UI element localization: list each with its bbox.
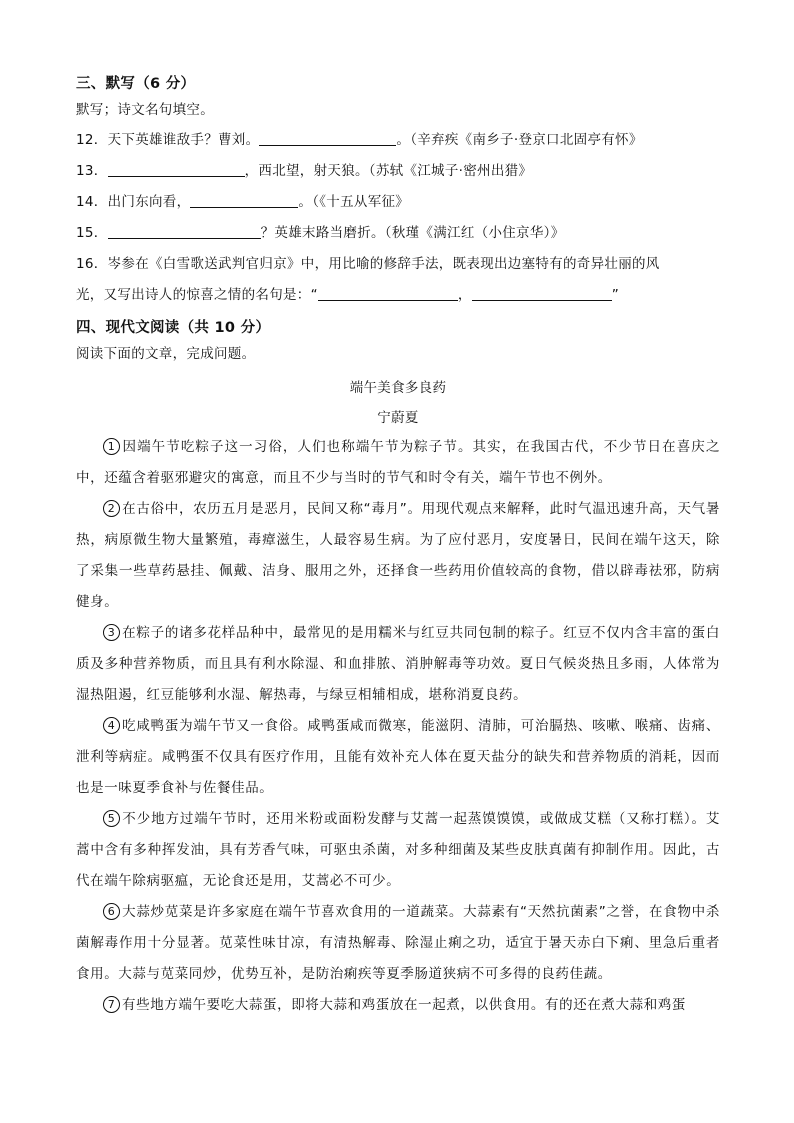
question-16 <box>76 254 720 285</box>
question-text: 光，又写出诗人的惊喜之情的名句是：“ <box>76 287 318 303</box>
section-3-heading: 三、默写（6 分） <box>76 76 196 92</box>
question-text: ， <box>457 287 472 303</box>
answer-blank[interactable] <box>108 162 245 177</box>
article-paragraph <box>76 804 720 897</box>
question-number: 12． <box>76 132 108 148</box>
article-author: 宁蔚夏 <box>377 410 419 426</box>
section-4-heading: 四、现代文阅读（共 10 分） <box>76 320 271 336</box>
paragraph-text: 有些地方端午要吃大蒜蛋，即将大蒜和鸡蛋放在一起煮，以供食用。有的还在煮大蒜和鸡蛋 <box>122 997 686 1013</box>
article-paragraph <box>76 494 720 618</box>
answer-blank[interactable] <box>190 193 298 208</box>
paragraph-marker: 1 <box>103 438 120 455</box>
answer-blank[interactable] <box>108 224 261 239</box>
question-source: 。（《十五从军征》 <box>298 194 410 210</box>
question-text: ，西北望，射天狼。（苏轼《江城子·密州出猎》 <box>244 163 533 179</box>
question-number: 16． <box>76 256 108 272</box>
question-12 <box>76 130 720 161</box>
question-text: 岑参在《白雪歌送武判官归京》中，用比喻的修辞手法，既表现出边塞特有的奇异壮丽的风 <box>107 256 660 272</box>
paragraph-marker: 6 <box>103 903 120 920</box>
article-body <box>76 432 720 1021</box>
section-4-instruction: 阅读下面的文章，完成问题。 <box>76 346 256 362</box>
question-number: 13． <box>76 163 108 179</box>
exam-page <box>76 74 720 1021</box>
question-text: 出门东向看， <box>107 194 191 210</box>
question-text: ” <box>611 287 620 303</box>
question-13 <box>76 161 720 192</box>
paragraph-text: 不少地方过端午节时，还用米粉或面粉发酵与艾蒿一起蒸馍馍馍，或做成艾糕（又称打糕）。艾蒿中含有多种挥发油，具有芳香气味，可驱虫杀菌，对多种细菌及某些皮肤真菌有抑制作用。因此，古代在端午除病驱瘟，无论食还是用，艾蒿必不可少。 <box>76 811 720 889</box>
paragraph-marker: 3 <box>103 624 120 641</box>
answer-blank[interactable] <box>259 131 396 146</box>
paragraph-marker: 7 <box>103 996 120 1013</box>
paragraph-text: 因端午节吃粽子这一习俗，人们也称端午节为粽子节。其实，在我国古代，不少节日在喜庆之中，还蕴含着驱邪避灾的寓意，而且不少与当时的节气和时令有关，端午节也不例外。 <box>76 439 720 486</box>
article-paragraph <box>76 711 720 804</box>
article-paragraph <box>76 897 720 990</box>
article-title: 端午美食多良药 <box>349 380 447 396</box>
question-number: 15． <box>76 225 108 241</box>
paragraph-text: 大蒜炒苋菜是许多家庭在端午节喜欢食用的一道蔬菜。大蒜素有“天然抗菌素”之誉，在食物中杀菌解毒作用十分显著。苋菜性味甘凉，有清热解毒、除湿止痢之功，适宜于暑天赤白下痢、里急后重者食用。大蒜与苋菜同炒，优势互补，是防治痢疾等夏季肠道狭病不可多得的良药佳蔬。 <box>76 904 720 982</box>
paragraph-marker: 2 <box>103 500 120 517</box>
question-number: 14． <box>76 194 108 210</box>
question-14 <box>76 192 720 223</box>
answer-blank[interactable] <box>472 286 612 301</box>
article-paragraph <box>76 618 720 711</box>
paragraph-text: 在古俗中，农历五月是恶月，民间又称“毒月”。用现代观点来解释，此时气温迅速升高，天气暑热，病原微生物大量繁殖，毒瘴滋生，人最容易生病。为了应付恶月，安度暑日，民间在端午这天，除了采集一些草药悬挂、佩戴、洁身、服用之外，还择食一些药用价值较高的食物，借以辟毒祛邪，防病健身。 <box>76 501 720 610</box>
paragraph-marker: 5 <box>103 810 120 827</box>
paragraph-marker: 4 <box>103 717 120 734</box>
question-16-line-2 <box>76 285 720 316</box>
paragraph-text: 在粽子的诸多花样品种中，最常见的是用糯米与红豆共同包制的粽子。红豆不仅内含丰富的蛋白质及多种营养物质，而且具有利水除湿、和血排脓、消肿解毒等功效。夏日气候炎热且多雨，人体常为湿热阻遏，红豆能够利水湿、解热毒，与绿豆相辅相成，堪称消夏良药。 <box>76 625 720 703</box>
question-source: 。（辛弃疾《南乡子·登京口北固亭有怀》 <box>396 132 643 148</box>
question-15 <box>76 223 720 254</box>
article-paragraph <box>76 432 720 494</box>
question-text: 天下英雄谁敌手？曹刘。 <box>107 132 260 148</box>
paragraph-text: 吃咸鸭蛋为端午节又一食俗。咸鸭蛋咸而微寒，能滋阴、清肺，可治膈热、咳嗽、喉痛、齿痛、泄利等病症。咸鸭蛋不仅具有医疗作用，且能有效补充人体在夏天盐分的缺失和营养物质的消耗，因而也是一味夏季食补与佐餐佳品。 <box>76 718 720 796</box>
answer-blank[interactable] <box>318 286 458 301</box>
question-text: ？英雄末路当磨折。（秋瑾《满江红（小住京华）》 <box>260 225 565 241</box>
section-3-instruction: 默写；诗文名句填空。 <box>76 102 214 118</box>
article-paragraph <box>76 990 720 1021</box>
